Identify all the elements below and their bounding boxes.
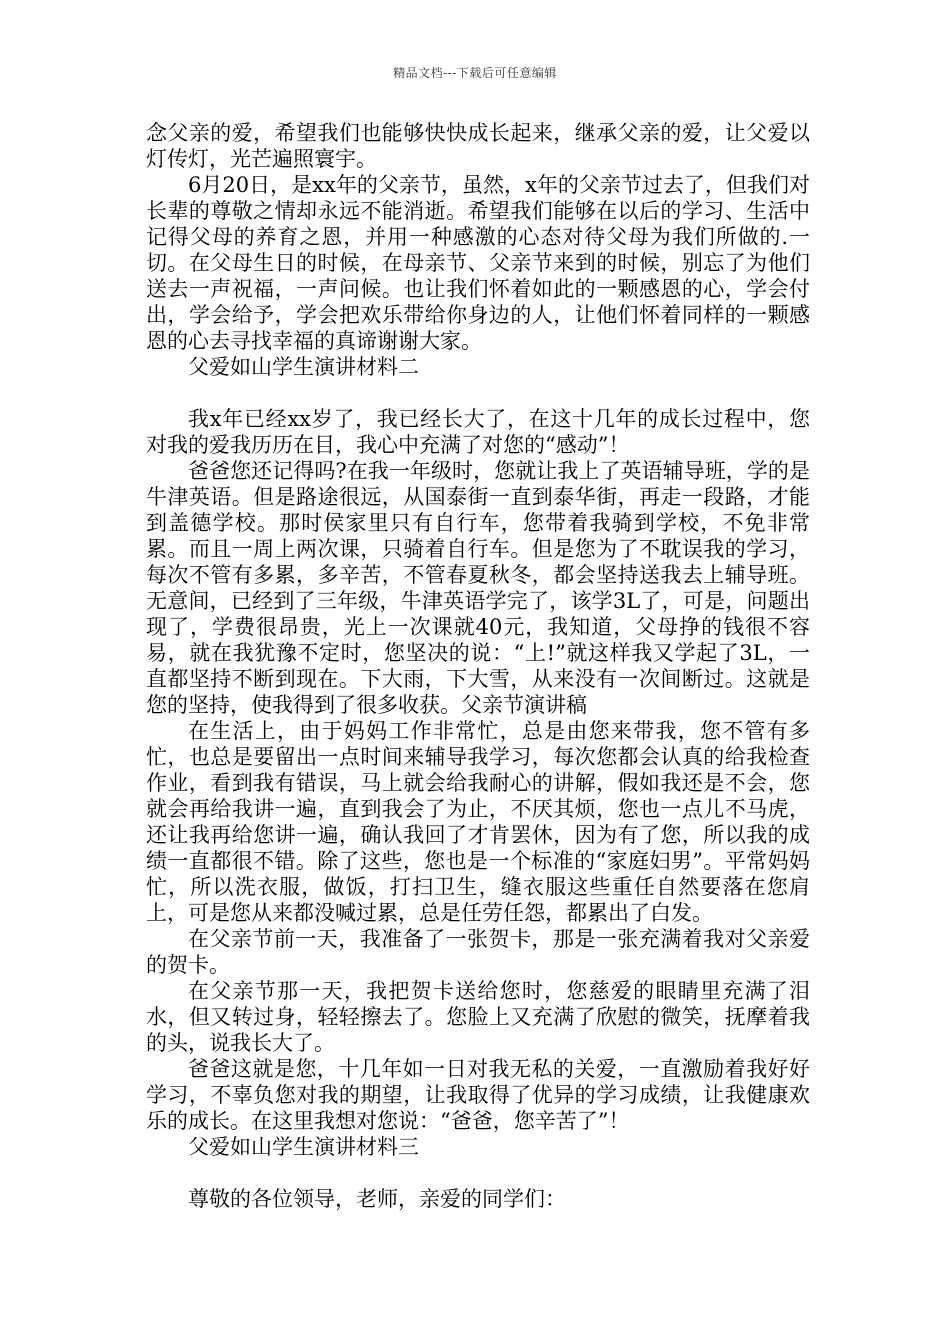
paragraph: 爸爸您还记得吗?在我一年级时，您就让我上了英语辅导班，学的是牛津英语。但是路途很远，从国泰街一直到泰华街，再走一段路，才能到盖德学校。那时侯家里只有自行车，您带着我骑到学校，不免非常累。而且一周上两次课，只骑着自行车。但是您为了不耽误我的学习，每次不管有多累，多辛苦，不管春夏秋冬，都会坚持送我去上辅导班。无意间，已经到了三年级，牛津英语学完了，该学3L了，可是，问题出现了，学费很昂贵，光上一次课就40元，我知道，父母挣的钱很不容易，就在我犹豫不定时，您坚决的说：“上!”就这样我又学起了3L，一直都坚持不断到现在。下大雨，下大雪，从来没有一次间断过。这就是您的坚持，使我得到了很多收获。父亲节演讲稿: [146, 459, 810, 717]
blank-line: [146, 380, 810, 406]
paragraph: 念父亲的爱，希望我们也能够快快成长起来，继承父亲的爱，让父爱以灯传灯，光芒遍照寰宇。: [146, 121, 810, 171]
blank-line: [146, 1160, 810, 1186]
paragraph: 在父亲节那一天，我把贺卡送给您时，您慈爱的眼睛里充满了泪水，但又转过身，轻轻擦去了。您脸上又充满了欣慰的微笑，抚摩着我的头，说我长大了。: [146, 979, 810, 1055]
paragraph: 在生活上，由于妈妈工作非常忙，总是由您来带我，您不管有多忙，也总是要留出一点时间来辅导我学习，每次您都会认真的给我检查作业，看到我有错误，马上就会给我耐心的讲解，假如我还是不会，您就会再给我讲一遍，直到我会了为止，不厌其烦，您也一点儿不马虎，还让我再给您讲一遍，确认我回了才肯罢休，因为有了您，所以我的成绩一直都很不错。除了这些，您也是一个标准的“家庭妇男”。平常妈妈忙，所以洗衣服，做饭，打扫卫生，缝衣服这些重任自然要落在您肩上，可是您从来都没喊过累，总是任劳任怨，都累出了白发。: [146, 719, 810, 925]
paragraph: 我x年已经xx岁了，我已经长大了，在这十几年的成长过程中，您对我的爱我历历在目，我心中充满了对您的“感动”！: [146, 407, 810, 457]
section-heading: 父爱如山学生演讲材料二: [188, 355, 419, 379]
paragraph: 在父亲节前一天，我准备了一张贺卡，那是一张充满着我对父亲爱的贺卡。: [146, 927, 810, 977]
page-header: 精品文档---下载后可任意编辑: [393, 66, 557, 80]
section-heading: 父爱如山学生演讲材料三: [188, 1135, 419, 1159]
paragraph: 爸爸这就是您，十几年如一日对我无私的关爱，一直激励着我好好学习，不辜负您对我的期望，让我取得了优异的学习成绩，让我健康欢乐的成长。在这里我想对您说：“爸爸，您辛苦了”！: [146, 1057, 810, 1133]
salutation: 尊敬的各位领导，老师，亲爱的同学们：: [188, 1187, 566, 1211]
document-body: [146, 120, 810, 1212]
paragraph: 6月20日，是xx年的父亲节，虽然，x年的父亲节过去了，但我们对长辈的尊敬之情却永远不能消逝。希望我们能够在以后的学习、生活中记得父母的养育之恩，并用一种感激的心态对待父母为我们所做的.一切。在父母生日的时候，在母亲节、父亲节来到的时候，别忘了为他们送去一声祝福，一声问候。也让我们怀着如此的一颗感恩的心，学会付出，学会给予，学会把欢乐带给你身边的人，让他们怀着同样的一颗感恩的心去寻找幸福的真谛谢谢大家。: [146, 173, 810, 353]
